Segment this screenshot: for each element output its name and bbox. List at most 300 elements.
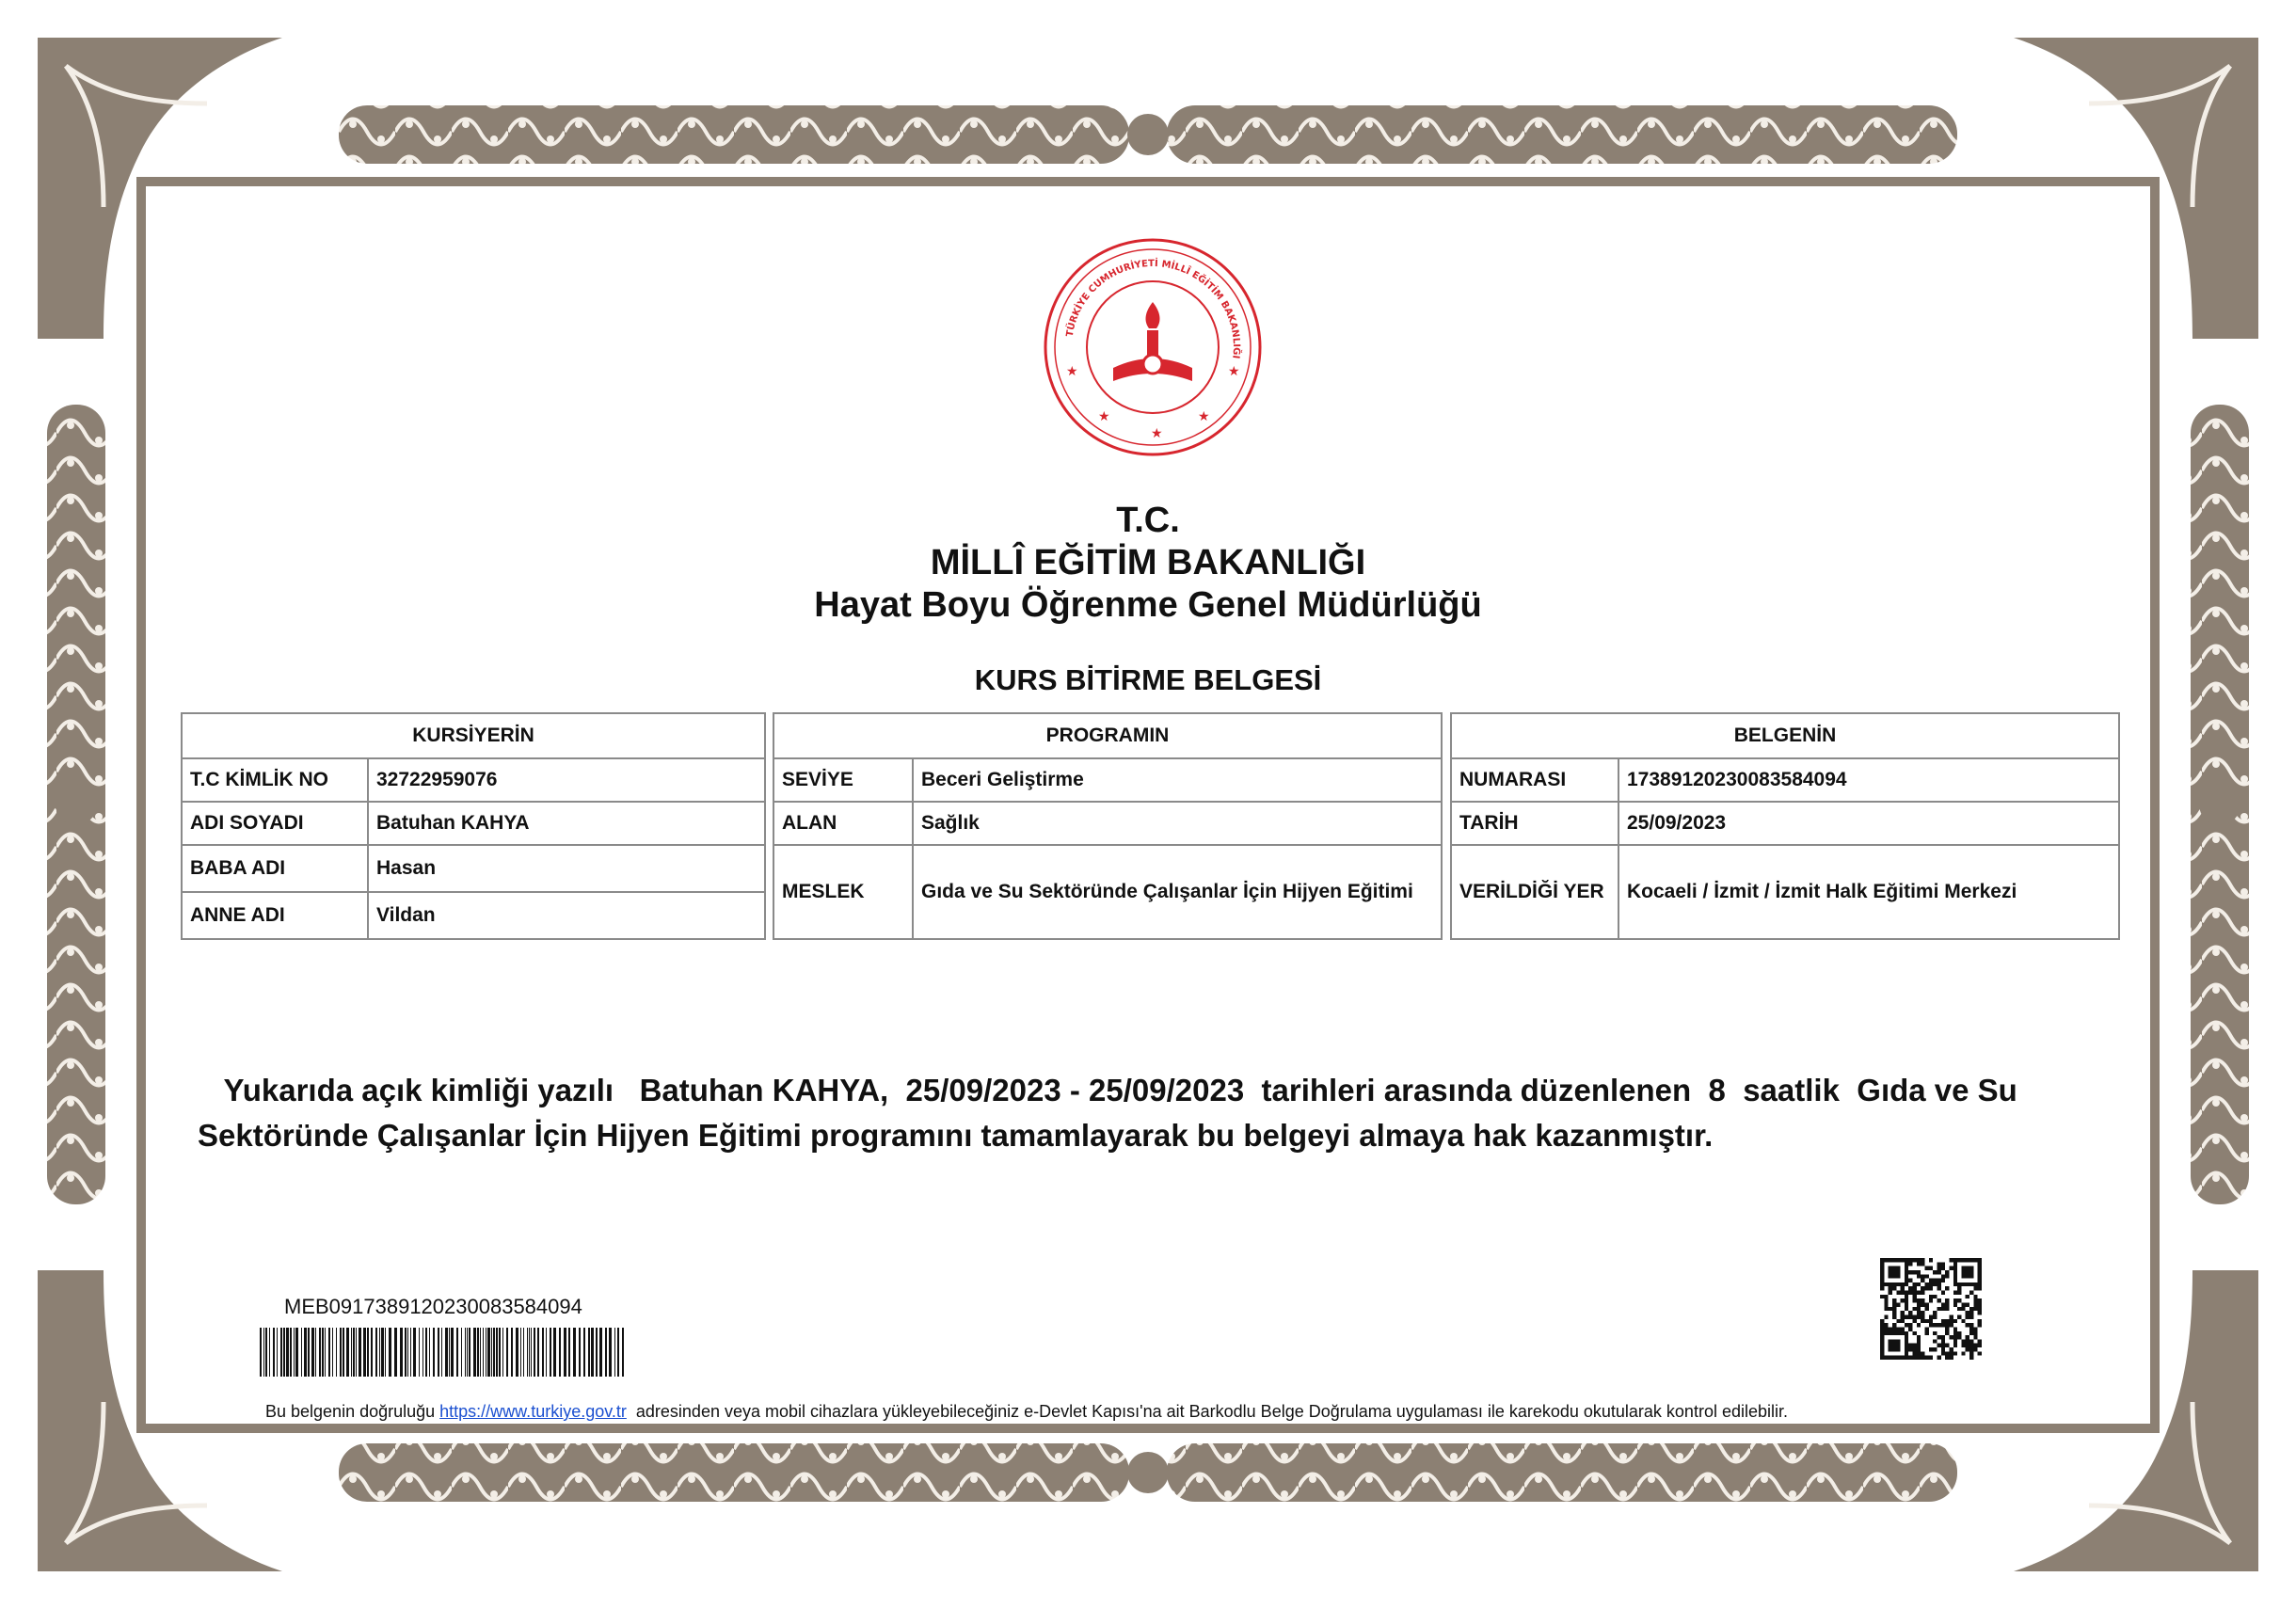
qr-module (1973, 1331, 1977, 1335)
qr-module (1978, 1323, 1982, 1327)
qr-module (1884, 1314, 1888, 1318)
qr-module (1973, 1307, 1977, 1311)
qr-module (1896, 1270, 1900, 1274)
barcode-bar (579, 1328, 581, 1377)
qr-module (1913, 1270, 1917, 1274)
barcode-bar (520, 1328, 521, 1377)
qr-module (1978, 1311, 1982, 1314)
trainee-table (181, 712, 766, 940)
barcode-bar (308, 1328, 310, 1377)
qr-module (1937, 1270, 1940, 1274)
qr-module (1880, 1335, 1884, 1339)
qr-module (1925, 1266, 1929, 1270)
qr-module (1917, 1339, 1921, 1343)
qr-module (1917, 1347, 1921, 1351)
row-value: Gıda ve Su Sektöründe Çalışanlar İçin Hijyen Eğitimi (913, 845, 1442, 939)
qr-module (1978, 1270, 1982, 1274)
qr-module (1905, 1270, 1908, 1274)
qr-module (1892, 1327, 1896, 1330)
barcode-bar (343, 1328, 344, 1377)
qr-module (1892, 1270, 1896, 1274)
ministry-seal-logo (1042, 236, 1264, 458)
qr-module (1969, 1339, 1973, 1343)
row-value: Vildan (368, 892, 765, 939)
qr-module (1961, 1319, 1965, 1323)
qr-module (1889, 1347, 1892, 1351)
barcode-bar (438, 1328, 439, 1377)
qr-module (1969, 1347, 1973, 1351)
qr-module (1957, 1282, 1961, 1286)
qr-module (1913, 1319, 1917, 1323)
qr-module (1961, 1282, 1965, 1286)
qr-module (1892, 1266, 1896, 1270)
svg-text:★: ★ (1228, 364, 1240, 379)
qr-module (1969, 1282, 1973, 1286)
barcode-bar (467, 1328, 468, 1377)
qr-module (1966, 1323, 1969, 1327)
qr-module (1917, 1274, 1921, 1278)
qr-module (1896, 1331, 1900, 1335)
barcode-bar (311, 1328, 314, 1377)
qr-module (1969, 1270, 1973, 1274)
qr-module (1889, 1274, 1892, 1278)
qr-module (1969, 1351, 1973, 1355)
barcode-bar (304, 1328, 307, 1377)
qr-module (1905, 1291, 1908, 1295)
qr-module (1892, 1339, 1896, 1343)
qr-module (1929, 1258, 1933, 1262)
barcode-bar (290, 1328, 292, 1377)
qr-module (1953, 1327, 1957, 1330)
qr-module (1949, 1258, 1953, 1262)
barcode-bar (286, 1328, 289, 1377)
qr-module (1966, 1314, 1969, 1318)
barcode-bar (461, 1328, 462, 1377)
qr-module (1913, 1331, 1917, 1335)
qr-module (1917, 1282, 1921, 1286)
barcode-bar (534, 1328, 535, 1377)
certificate-statement: Yukarıda açık kimliği yazılı Batuhan KAHYA, 25/09/2023 - 25/09/2023 tarihleri arasında düzenlenen 8 saatlik Gıda ve Su Sektöründe Çalışanlar İçin Hijyen Eğitimi programını tamamlayarak bu belgeyi almaya hak kazanmıştır. (198, 1073, 2027, 1153)
qr-module (1896, 1347, 1900, 1351)
qr-module (1957, 1298, 1961, 1302)
qr-module (1961, 1339, 1965, 1343)
qr-module (1880, 1327, 1884, 1330)
qr-module (1913, 1295, 1917, 1298)
qr-module (1921, 1279, 1924, 1282)
qr-module (1917, 1270, 1921, 1274)
qr-module (1913, 1344, 1917, 1347)
qr-module (1933, 1347, 1937, 1351)
barcode-bar (511, 1328, 513, 1377)
barcode-bar (375, 1328, 377, 1377)
barcode-bar (487, 1328, 490, 1377)
table-row (1451, 802, 2119, 845)
qr-module (1969, 1356, 1973, 1360)
qr-module (1961, 1344, 1965, 1347)
barcode-bar (568, 1328, 570, 1377)
barcode-bar (319, 1328, 321, 1377)
barcode-bar (429, 1328, 430, 1377)
qr-module (1921, 1258, 1924, 1262)
qr-module (1933, 1270, 1937, 1274)
qr-module (1896, 1274, 1900, 1278)
qr-module (1978, 1339, 1982, 1343)
row-value: Kocaeli / İzmit / İzmit Halk Eğitimi Merkezi (1618, 845, 2119, 939)
barcode-bar (328, 1328, 330, 1377)
qr-module (1917, 1291, 1921, 1295)
qr-module (1925, 1331, 1929, 1335)
row-label: BABA ADI (182, 845, 368, 892)
qr-module (1880, 1339, 1884, 1343)
qr-module (1961, 1307, 1965, 1311)
qr-module (1941, 1323, 1945, 1327)
qr-module (1917, 1344, 1921, 1347)
qr-module (1880, 1286, 1884, 1290)
qr-module (1917, 1311, 1921, 1314)
qr-module (1933, 1339, 1937, 1343)
barcode-bar (553, 1328, 556, 1377)
qr-module (1966, 1303, 1969, 1307)
qr-module (1969, 1323, 1973, 1327)
barcode-bar (359, 1328, 361, 1377)
qr-module (1889, 1331, 1892, 1335)
qr-module (1929, 1282, 1933, 1286)
qr-module (1949, 1335, 1953, 1339)
qr-module (1880, 1282, 1884, 1286)
barcode-bar (410, 1328, 411, 1377)
qr-module (1953, 1279, 1957, 1282)
qr-module (1945, 1319, 1949, 1323)
barcode-bar (559, 1328, 561, 1377)
qr-module (1969, 1314, 1973, 1318)
qr-module (1917, 1356, 1921, 1360)
qr-module (1978, 1307, 1982, 1311)
qr-module (1880, 1319, 1884, 1323)
qr-module (1880, 1356, 1884, 1360)
qr-module (1892, 1274, 1896, 1278)
certificate-heading: BELGENİN (1451, 713, 2119, 758)
qr-module (1892, 1298, 1896, 1302)
qr-module (1880, 1266, 1884, 1270)
qr-module (1978, 1286, 1982, 1290)
qr-module (1901, 1298, 1905, 1302)
qr-module (1961, 1270, 1965, 1274)
table-row (773, 802, 1442, 845)
qr-module (1933, 1331, 1937, 1335)
qr-module (1896, 1344, 1900, 1347)
qr-module (1957, 1307, 1961, 1311)
qr-module (1905, 1344, 1908, 1347)
barcode-image (260, 1328, 627, 1377)
table-row (182, 802, 765, 845)
qr-module (1908, 1262, 1912, 1266)
svg-text:★: ★ (1098, 409, 1110, 424)
qr-module (1880, 1331, 1884, 1335)
qr-module (1901, 1327, 1905, 1330)
table-row (1451, 758, 2119, 802)
qr-module (1945, 1323, 1949, 1327)
qr-module (1969, 1258, 1973, 1262)
qr-module (1913, 1351, 1917, 1355)
qr-module (1945, 1356, 1949, 1360)
barcode-bar (491, 1328, 492, 1377)
qr-module (1889, 1266, 1892, 1270)
row-label: VERİLDİĞİ YER (1451, 845, 1618, 939)
qr-module (1905, 1298, 1908, 1302)
qr-module (1901, 1291, 1905, 1295)
qr-module (1901, 1331, 1905, 1335)
qr-module (1921, 1311, 1924, 1314)
qr-module (1953, 1262, 1957, 1266)
qr-code-image (1880, 1258, 1982, 1360)
barcode-bar (315, 1328, 316, 1377)
qr-module (1929, 1286, 1933, 1290)
verification-suffix: adresinden veya mobil cihazlara yükleyebileceğiniz e-Devlet Kapısı'na ait Barkodlu Belge Doğrulama uygulaması ile karekodu okutularak kontrol edilebilir. (626, 1402, 1788, 1421)
qr-module (1880, 1258, 1884, 1262)
qr-module (1908, 1286, 1912, 1290)
qr-module (1892, 1356, 1896, 1360)
qr-module (1973, 1286, 1977, 1290)
barcode-bar (614, 1328, 615, 1377)
qr-module (1921, 1286, 1924, 1290)
qr-module (1949, 1266, 1953, 1270)
barcode-bar (599, 1328, 602, 1377)
barcode-bar (465, 1328, 466, 1377)
barcode-bar (537, 1328, 539, 1377)
barcode-bar (407, 1328, 408, 1377)
qr-module (1884, 1331, 1888, 1335)
qr-module (1953, 1335, 1957, 1339)
qr-module (1913, 1307, 1917, 1311)
qr-module (1978, 1274, 1982, 1278)
header-ministry: MİLLÎ EĞİTİM BAKANLIĞI (930, 543, 1366, 582)
barcode-bar (322, 1328, 324, 1377)
qr-module (1949, 1351, 1953, 1355)
qr-module (1961, 1351, 1965, 1355)
row-value: 17389120230083584094 (1618, 758, 2119, 802)
qr-module (1969, 1344, 1973, 1347)
barcode-bar (332, 1328, 333, 1377)
qr-module (1953, 1331, 1957, 1335)
qr-module (1908, 1291, 1912, 1295)
qr-module (1929, 1295, 1933, 1298)
barcode-bar (346, 1328, 349, 1377)
qr-module (1953, 1270, 1957, 1274)
barcode-bar (280, 1328, 282, 1377)
program-heading: PROGRAMIN (773, 713, 1442, 758)
qr-module (1969, 1307, 1973, 1311)
barcode-bar (502, 1328, 503, 1377)
barcode-bar (413, 1328, 416, 1377)
qr-module (1969, 1331, 1973, 1335)
qr-module (1884, 1323, 1888, 1327)
barcode-bar (353, 1328, 355, 1377)
barcode-bar (340, 1328, 342, 1377)
qr-module (1917, 1314, 1921, 1318)
qr-module (1978, 1279, 1982, 1282)
qr-module (1966, 1282, 1969, 1286)
qr-module (1917, 1258, 1921, 1262)
qr-module (1901, 1282, 1905, 1286)
qr-module (1905, 1262, 1908, 1266)
qr-module (1961, 1303, 1965, 1307)
qr-module (1941, 1307, 1945, 1311)
qr-module (1921, 1351, 1924, 1355)
qr-module (1973, 1347, 1977, 1351)
qr-module (1908, 1270, 1912, 1274)
qr-module (1941, 1319, 1945, 1323)
qr-module (1949, 1319, 1953, 1323)
barcode-bar (546, 1328, 547, 1377)
qr-module (1957, 1291, 1961, 1295)
qr-module (1961, 1274, 1965, 1278)
qr-module (1945, 1327, 1949, 1330)
qr-module (1901, 1258, 1905, 1262)
row-label: TARİH (1451, 802, 1618, 845)
qr-module (1892, 1331, 1896, 1335)
qr-module (1957, 1331, 1961, 1335)
qr-module (1884, 1258, 1888, 1262)
barcode-bar (527, 1328, 528, 1377)
row-value: Beceri Geliştirme (913, 758, 1442, 802)
qr-module (1901, 1319, 1905, 1323)
qr-module (1905, 1335, 1908, 1339)
qr-module (1953, 1339, 1957, 1343)
table-row (182, 892, 765, 939)
barcode-bar (499, 1328, 501, 1377)
qr-module (1905, 1307, 1908, 1311)
qr-module (1892, 1282, 1896, 1286)
qr-module (1969, 1311, 1973, 1314)
qr-module (1957, 1286, 1961, 1290)
qr-module (1889, 1282, 1892, 1286)
qr-module (1880, 1262, 1884, 1266)
qr-module (1941, 1351, 1945, 1355)
qr-module (1937, 1323, 1940, 1327)
qr-module (1929, 1347, 1933, 1351)
qr-module (1880, 1347, 1884, 1351)
qr-module (1905, 1282, 1908, 1286)
turkiye-gov-link[interactable]: https://www.turkiye.gov.tr (439, 1402, 627, 1421)
barcode-bar (588, 1328, 590, 1377)
qr-module (1937, 1266, 1940, 1270)
qr-module (1925, 1356, 1929, 1360)
barcode-bar (523, 1328, 524, 1377)
qr-module (1905, 1303, 1908, 1307)
barcode-bar (405, 1328, 407, 1377)
row-value: Hasan (368, 845, 765, 892)
barcode-bar (456, 1328, 458, 1377)
qr-module (1908, 1356, 1912, 1360)
qr-module (1949, 1356, 1953, 1360)
qr-module (1966, 1339, 1969, 1343)
barcode-bar (449, 1328, 450, 1377)
barcode-bar (591, 1328, 594, 1377)
qr-module (1978, 1266, 1982, 1270)
qr-module (1933, 1323, 1937, 1327)
barcode-bar (483, 1328, 484, 1377)
qr-module (1925, 1303, 1929, 1307)
qr-module (1889, 1356, 1892, 1360)
qr-module (1921, 1262, 1924, 1266)
qr-module (1905, 1279, 1908, 1282)
qr-module (1941, 1291, 1945, 1295)
qr-module (1937, 1262, 1940, 1266)
barcode-bar (573, 1328, 576, 1377)
qr-module (1945, 1298, 1949, 1302)
qr-module (1953, 1344, 1957, 1347)
verification-prefix: Bu belgenin doğruluğu (265, 1402, 440, 1421)
qr-module (1945, 1307, 1949, 1311)
qr-module (1941, 1344, 1945, 1347)
qr-module (1929, 1356, 1933, 1360)
qr-module (1892, 1344, 1896, 1347)
qr-module (1949, 1323, 1953, 1327)
qr-module (1925, 1274, 1929, 1278)
qr-module (1929, 1323, 1933, 1327)
document-title: KURS BİTİRME BELGESİ (974, 663, 1322, 696)
qr-module (1973, 1298, 1977, 1302)
table-row (1451, 845, 2119, 939)
row-label: ALAN (773, 802, 913, 845)
qr-module (1973, 1295, 1977, 1298)
barcode-bar (480, 1328, 481, 1377)
row-label: ANNE ADI (182, 892, 368, 939)
qr-module (1889, 1291, 1892, 1295)
qr-module (1945, 1286, 1949, 1290)
qr-module (1892, 1258, 1896, 1262)
barcode-bar (550, 1328, 551, 1377)
qr-module (1941, 1279, 1945, 1282)
qr-module (1953, 1266, 1957, 1270)
qr-module (1908, 1347, 1912, 1351)
qr-module (1892, 1347, 1896, 1351)
barcode-bar (367, 1328, 369, 1377)
qr-module (1880, 1279, 1884, 1282)
qr-module (1901, 1311, 1905, 1314)
qr-module (1978, 1282, 1982, 1286)
qr-module (1913, 1347, 1917, 1351)
row-label: MESLEK (773, 845, 913, 939)
barcode-bar (260, 1328, 262, 1377)
qr-module (1889, 1286, 1892, 1290)
qr-module (1929, 1279, 1933, 1282)
barcode-bar (531, 1328, 532, 1377)
qr-module (1908, 1279, 1912, 1282)
qr-module (1905, 1347, 1908, 1351)
qr-module (1908, 1327, 1912, 1330)
svg-text:TÜRKİYE CUMHURİYETİ MİLLÎ EĞİT: TÜRKİYE CUMHURİYETİ MİLLÎ EĞİTİM BAKANLIĞI (1064, 258, 1242, 359)
qr-module (1969, 1274, 1973, 1278)
qr-module (1896, 1303, 1900, 1307)
qr-module (1966, 1270, 1969, 1274)
table-row (182, 758, 765, 802)
qr-module (1978, 1344, 1982, 1347)
barcode-bar (425, 1328, 427, 1377)
barcode-bar (389, 1328, 391, 1377)
qr-module (1880, 1351, 1884, 1355)
qr-module (1966, 1344, 1969, 1347)
qr-module (1929, 1266, 1933, 1270)
header-directorate: Hayat Boyu Öğrenme Genel Müdürlüğü (814, 585, 1482, 625)
qr-module (1941, 1274, 1945, 1278)
qr-module (1966, 1335, 1969, 1339)
qr-module (1929, 1298, 1933, 1302)
qr-module (1913, 1356, 1917, 1360)
barcode-bar (295, 1328, 298, 1377)
qr-module (1896, 1327, 1900, 1330)
qr-module (1973, 1282, 1977, 1286)
